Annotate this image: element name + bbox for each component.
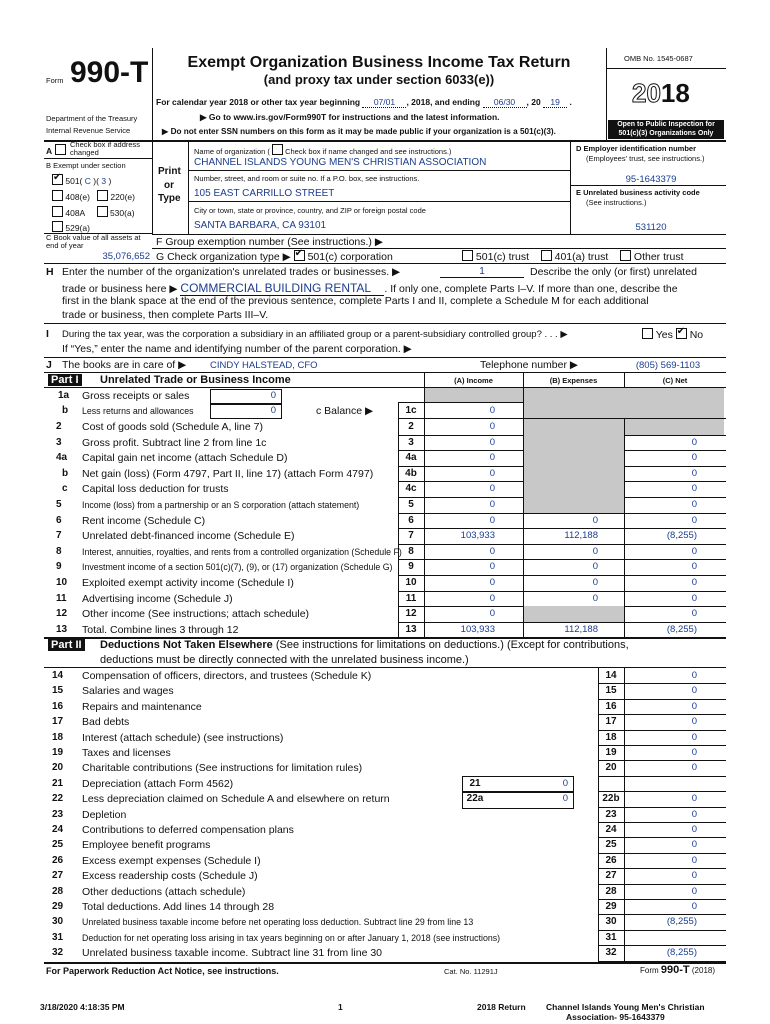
d-label: D Employer identification number bbox=[576, 144, 697, 153]
part1-row-rule bbox=[398, 622, 726, 623]
part1-line-text: Income (loss) from a partnership or an S corporation (attach statement) bbox=[82, 500, 360, 510]
part2-row-rule bbox=[598, 868, 726, 869]
part1-line-text: Rent income (Schedule C) bbox=[82, 514, 206, 527]
220e-checkbox[interactable] bbox=[97, 190, 108, 201]
part2-line-text: Other deductions (attach schedule) bbox=[82, 885, 246, 898]
part1-row-rule bbox=[398, 559, 726, 560]
part2-line-value[interactable]: 0 bbox=[691, 839, 697, 851]
part1-line-ref: 8 bbox=[408, 545, 414, 557]
part2-line-value[interactable]: 0 bbox=[691, 854, 697, 866]
part1-col-c-value[interactable]: (8,255) bbox=[666, 623, 697, 635]
city[interactable]: SANTA BARBARA, CA 93101 bbox=[194, 220, 327, 231]
g-trust-options: 501(c) trust 401(a) trust Other trust bbox=[462, 250, 684, 263]
print-timestamp: 3/18/2020 4:18:35 PM bbox=[40, 1002, 125, 1012]
b-529a-row: 529(a) bbox=[52, 221, 90, 233]
part1-line-num: 12 bbox=[56, 608, 68, 620]
part2-line-ref: 20 bbox=[605, 762, 617, 774]
part2-header: Part II bbox=[48, 639, 85, 651]
501c-checkbox[interactable] bbox=[52, 174, 63, 185]
form-number: 990-T bbox=[70, 56, 149, 89]
part1-line-ref: 13 bbox=[405, 623, 417, 635]
part2-title: Deductions Not Taken Elsewhere (See instructions for limitations on deductions.) (Except for contributions, bbox=[100, 639, 629, 651]
part2-row-rule bbox=[598, 899, 726, 900]
part1-col-a-value[interactable]: 0 bbox=[489, 436, 495, 448]
part2-line-text: Salaries and wages bbox=[82, 685, 174, 698]
part2-line-ref: 30 bbox=[605, 916, 617, 928]
part1-col-b-shade bbox=[524, 606, 624, 622]
part2-line-num: 18 bbox=[52, 731, 64, 743]
books-in-care-of[interactable]: CINDY HALSTEAD, CFO bbox=[210, 360, 318, 371]
part1-line-text: Capital loss deduction for trusts bbox=[82, 483, 229, 496]
part1-col-c-shade bbox=[625, 419, 724, 435]
part2-line-text: Unrelated business taxable income. Subtract line 31 from line 30 bbox=[82, 947, 382, 960]
part1-line-text: Unrelated debt-financed income (Schedule E) bbox=[82, 530, 295, 543]
goto-irs-line: ▶ Go to www.irs.gov/Form990T for instructions and the latest information. bbox=[200, 112, 500, 122]
b-label: B Exempt under section bbox=[46, 161, 126, 170]
ein[interactable]: 95-1643379 bbox=[625, 174, 677, 185]
dept-treasury: Department of the Treasury bbox=[46, 114, 138, 123]
e-sublabel: (See instructions.) bbox=[586, 198, 647, 207]
part2-line-num: 29 bbox=[52, 901, 64, 912]
line1a-text: Gross receipts or sales bbox=[82, 390, 190, 402]
part2-line-num: 25 bbox=[52, 839, 64, 851]
irs: Internal Revenue Service bbox=[46, 126, 131, 135]
part1-line-num: 10 bbox=[56, 577, 68, 588]
part2-line-ref: 29 bbox=[605, 901, 617, 912]
b-408e-row: 408(e) 220(e) bbox=[52, 190, 135, 202]
line1b-num: b bbox=[62, 405, 69, 416]
part1-line-num: c bbox=[62, 483, 68, 495]
part1-col-b-shade bbox=[524, 450, 624, 466]
part1-line-num: 4a bbox=[56, 452, 68, 464]
part1-col-a-value[interactable]: 0 bbox=[489, 499, 495, 510]
part1-line-ref: 12 bbox=[405, 608, 417, 620]
401a-trust-checkbox[interactable] bbox=[541, 250, 552, 261]
part1-row-rule bbox=[398, 575, 726, 576]
part1-line-text: Cost of goods sold (Schedule A, line 7) bbox=[82, 421, 263, 433]
name-label: Name of organization ( Check box if name changed and see instructions.) bbox=[194, 144, 451, 156]
530a-checkbox[interactable] bbox=[97, 206, 108, 217]
paperwork-notice: For Paperwork Reduction Act Notice, see instructions. bbox=[46, 966, 279, 976]
h-text-2: Describe the only (or first) unrelated bbox=[530, 266, 697, 278]
part2-line-text: Interest (attach schedule) (see instructions) bbox=[82, 731, 284, 744]
form-word: Form bbox=[46, 76, 64, 85]
part2-line-ref: 25 bbox=[605, 839, 617, 851]
part1-col-a-value[interactable]: 0 bbox=[489, 577, 495, 588]
g-row: G Check organization type ▶ ✔ 501(c) corporation bbox=[156, 250, 393, 263]
part1-col-b-value[interactable]: 112,188 bbox=[564, 623, 598, 635]
line1b-text: Less returns and allowances bbox=[82, 406, 194, 416]
part2-line-ref: 19 bbox=[605, 747, 617, 758]
a-row: A bbox=[46, 144, 66, 156]
omb-number: OMB No. 1545-0687 bbox=[624, 54, 693, 63]
part2-line-value[interactable]: 0 bbox=[691, 762, 697, 774]
part2-line-num: 32 bbox=[52, 947, 64, 959]
part2-line-value[interactable]: (8,255) bbox=[666, 916, 697, 928]
activity-code[interactable]: 531120 bbox=[635, 222, 667, 233]
part2-line-num: 16 bbox=[52, 700, 64, 712]
part1-header: Part I bbox=[48, 374, 82, 386]
page-number: 1 bbox=[338, 1002, 343, 1012]
part2-line-num: 22 bbox=[52, 793, 64, 805]
part2-line-text: Repairs and maintenance bbox=[82, 700, 202, 713]
part1-col-a-value[interactable]: 0 bbox=[489, 514, 495, 526]
line1a-num: 1a bbox=[58, 390, 70, 401]
part2-row-rule bbox=[598, 822, 726, 823]
part1-line-num: 3 bbox=[56, 436, 62, 448]
part1-col-b-value[interactable]: 0 bbox=[592, 577, 598, 588]
part1-row-rule bbox=[398, 513, 726, 514]
part2-line-value[interactable]: 0 bbox=[691, 747, 697, 758]
part1-line-ref: 10 bbox=[405, 577, 417, 588]
part2-line-ref: 24 bbox=[605, 824, 617, 835]
part2-line-text: Unrelated business taxable income before net operating loss deduction. Subtract line 29 from line 13 bbox=[82, 917, 474, 928]
part2-line-text: Compensation of officers, directors, and trustees (Schedule K) bbox=[82, 670, 372, 682]
part2-line-value[interactable]: 0 bbox=[691, 885, 697, 897]
part2-line-num: 19 bbox=[52, 747, 64, 758]
part2-line-value[interactable]: 0 bbox=[691, 870, 697, 882]
part1-col-b-shade bbox=[524, 497, 624, 513]
part2-line-ref: 15 bbox=[605, 685, 617, 697]
part2-line-text: Excess readership costs (Schedule J) bbox=[82, 870, 258, 883]
529a-checkbox[interactable] bbox=[52, 221, 63, 232]
part2-row-rule bbox=[598, 807, 726, 808]
part1-col-b-value[interactable]: 0 bbox=[592, 545, 598, 557]
line1c-text: c Balance ▶ bbox=[316, 405, 374, 417]
part1-line-ref: 2 bbox=[408, 421, 414, 432]
part2-line-ref: 28 bbox=[605, 885, 617, 897]
part1-line-num: 13 bbox=[56, 623, 68, 635]
part1-col-c-value[interactable]: (8,255) bbox=[666, 530, 697, 542]
i-yes-checkbox[interactable] bbox=[642, 328, 653, 339]
part2-line-text: Less depreciation claimed on Schedule A and elsewhere on return bbox=[82, 793, 390, 806]
part1-col-c-value[interactable]: 0 bbox=[691, 452, 697, 464]
part1-col-c-value[interactable]: 0 bbox=[691, 514, 697, 526]
part2-line-text: Bad debts bbox=[82, 716, 130, 729]
part1-col-c-value[interactable]: 0 bbox=[691, 436, 697, 448]
501c-trust-checkbox[interactable] bbox=[462, 250, 473, 261]
part1-col-c-value[interactable]: 0 bbox=[691, 467, 697, 479]
part2-line-ref: 31 bbox=[605, 931, 617, 943]
part2-line-ref: 23 bbox=[605, 808, 617, 820]
part2-line-ref: 26 bbox=[605, 854, 617, 866]
tax-year-end-yy[interactable]: 19 bbox=[543, 97, 567, 108]
part2-inner-value[interactable]: 0 bbox=[562, 777, 568, 789]
h-text-3: trade or business here ▶ COMMERCIAL BUILDING RENTAL . If only one, complete Parts I–V. If more than one, describe the bbox=[62, 281, 678, 295]
part2-line-text: Deduction for net operating loss arising in tax years beginning on or after January 1, 2018 (see instructions) bbox=[82, 932, 501, 943]
type-label: Type bbox=[158, 193, 181, 204]
name-changed-checkbox[interactable] bbox=[272, 144, 283, 155]
part1-line-ref: 4b bbox=[405, 467, 417, 479]
part1-col-a-value[interactable]: 0 bbox=[489, 483, 495, 495]
part2-line-num: 17 bbox=[52, 716, 64, 728]
b-501c3-row: ✔ 501( C )( 3 ) bbox=[52, 174, 111, 186]
part1-line-ref: 3 bbox=[408, 436, 414, 448]
part1-line-text: Capital gain net income (attach Schedule D) bbox=[82, 452, 288, 465]
part2-line-num: 27 bbox=[52, 870, 64, 882]
408e-checkbox[interactable] bbox=[52, 190, 63, 201]
part1-row-rule bbox=[398, 528, 726, 529]
h-text-5: first in the blank space at the end of the previous sentence, complete Parts I and II, complete a Schedule M for each additional bbox=[62, 295, 649, 307]
501c-corporation-checkbox[interactable] bbox=[294, 250, 305, 261]
h-text-6: trade or business, then complete Parts III–V. bbox=[62, 309, 269, 321]
i-no-checkbox[interactable] bbox=[676, 328, 687, 339]
part2-line-ref: 32 bbox=[605, 947, 617, 959]
i-text-2: If “Yes,” enter the name and identifying number of the parent corporation. ▶ bbox=[62, 343, 412, 355]
408a-checkbox[interactable] bbox=[52, 206, 63, 217]
a-label-text: Check box if address changed bbox=[70, 140, 141, 157]
part2-line-num: 21 bbox=[52, 777, 64, 789]
print-label: Print bbox=[158, 166, 181, 177]
h-business-description[interactable]: COMMERCIAL BUILDING RENTAL bbox=[180, 281, 384, 296]
c-label: C Book value of all assets at end of year bbox=[46, 233, 141, 250]
footer-form-id: Form 990-T (2018) bbox=[640, 964, 716, 976]
line1c-ref: 1c bbox=[405, 405, 417, 416]
street[interactable]: 105 EAST CARRILLO STREET bbox=[194, 188, 335, 199]
part1-col-a-value[interactable]: 0 bbox=[489, 467, 495, 479]
part2-row-rule bbox=[598, 730, 726, 731]
i-yes-no: Yes ✔ No bbox=[642, 328, 703, 341]
part1-col-a-value[interactable]: 103,933 bbox=[460, 623, 495, 635]
part1-line-num: 7 bbox=[56, 530, 62, 542]
return-label: 2018 Return bbox=[477, 1002, 526, 1012]
part2-line-ref: 18 bbox=[605, 731, 617, 743]
part1-col-a-value[interactable]: 0 bbox=[489, 452, 495, 464]
part2-line-num: 14 bbox=[52, 670, 64, 681]
form-subtitle: (and proxy tax under section 6033(e)) bbox=[263, 72, 495, 87]
part2-line-text: Taxes and licenses bbox=[82, 747, 171, 759]
part1-col-b-value[interactable]: 112,188 bbox=[564, 530, 598, 542]
part1-col-a-value[interactable]: 0 bbox=[489, 592, 495, 604]
part1-line-text: Advertising income (Schedule J) bbox=[82, 592, 233, 605]
part2-row-rule bbox=[598, 714, 726, 715]
h-business-count[interactable]: 1 bbox=[440, 266, 524, 278]
tax-year-end[interactable]: 06/30 bbox=[483, 97, 527, 108]
d-sublabel: (Employees' trust, see instructions.) bbox=[586, 154, 705, 163]
part2-row-rule bbox=[598, 945, 726, 946]
part1-line-text: Gross profit. Subtract line 2 from line 1c bbox=[82, 436, 267, 449]
part1-col-a-value[interactable]: 103,933 bbox=[460, 530, 495, 542]
part1-col-c-value[interactable]: 0 bbox=[691, 592, 697, 604]
part2-line-text: Total deductions. Add lines 14 through 28 bbox=[82, 901, 275, 913]
part1-line-text: Net gain (loss) (Form 4797, Part II, line 17) (attach Form 4797) bbox=[82, 467, 374, 480]
form-title: Exempt Organization Business Income Tax Return bbox=[187, 54, 571, 71]
book-value[interactable]: 35,076,652 bbox=[102, 251, 150, 262]
part2-line-text: Depreciation (attach Form 4562) bbox=[82, 777, 234, 790]
part2-inner-ref: 21 bbox=[469, 777, 481, 789]
part2-line-value[interactable]: 0 bbox=[691, 716, 697, 728]
part1-col-c-value[interactable]: 0 bbox=[691, 499, 697, 510]
line1b-value[interactable]: 0 bbox=[270, 405, 276, 416]
part1-col-b-value[interactable]: 0 bbox=[592, 561, 598, 573]
part2-line-value[interactable]: (8,255) bbox=[666, 947, 697, 959]
part1-line-text: Interest, annuities, royalties, and rents from a controlled organization (Schedule F) bbox=[82, 546, 402, 557]
tax-year-begin[interactable]: 07/01 bbox=[362, 97, 406, 108]
part1-line-ref: 6 bbox=[408, 514, 414, 526]
part2-inner-ref: 22a bbox=[466, 793, 484, 805]
part2-line-text: Employee benefit programs bbox=[82, 839, 211, 852]
other-trust-checkbox[interactable] bbox=[620, 250, 631, 261]
part1-line-num: 8 bbox=[56, 545, 62, 557]
part1-line-num: 11 bbox=[56, 592, 67, 604]
part2-title-line2: deductions must be directly connected with the unrelated business income.) bbox=[100, 654, 469, 666]
part1-col-a-value[interactable]: 0 bbox=[489, 545, 495, 557]
part1-line-text: Total. Combine lines 3 through 12 bbox=[82, 623, 239, 636]
part1-line-text: Exploited exempt activity income (Schedule I) bbox=[82, 577, 294, 589]
part2-line-value[interactable]: 0 bbox=[691, 808, 697, 820]
part1-col-c-value[interactable]: 0 bbox=[691, 608, 697, 620]
part2-row-rule bbox=[598, 884, 726, 885]
part2-line-value[interactable]: 0 bbox=[691, 901, 697, 912]
part1-col-b-value[interactable]: 0 bbox=[592, 592, 598, 604]
part1-line-num: b bbox=[62, 467, 69, 479]
part1-title: Unrelated Trade or Business Income bbox=[100, 374, 291, 386]
part2-line-value[interactable]: 0 bbox=[691, 793, 697, 805]
part1-col-c-value[interactable]: 0 bbox=[691, 545, 697, 557]
part1-line-num: 6 bbox=[56, 514, 62, 526]
h-text-1: Enter the number of the organization's unrelated trades or businesses. ▶ bbox=[62, 266, 401, 278]
part2-line-text: Charitable contributions (See instructions for limitation rules) bbox=[82, 762, 363, 775]
part1-col-c-value[interactable]: 0 bbox=[691, 483, 697, 495]
part2-row-rule bbox=[598, 853, 726, 854]
part2-row-rule bbox=[598, 699, 726, 700]
part1-line-text: Investment income of a section 501(c)(7), (9), or (17) organization (Schedule G) bbox=[82, 562, 393, 573]
part2-row-rule bbox=[598, 914, 726, 915]
or-label: or bbox=[164, 180, 174, 191]
footer-org-name: Channel Islands Young Men's Christian bbox=[546, 1002, 705, 1012]
open-public-badge: Open to Public Inspection for 501(c)(3) Organizations Only bbox=[608, 120, 724, 139]
part1-line-ref: 4c bbox=[405, 483, 417, 495]
part1-col-c-value[interactable]: 0 bbox=[691, 561, 697, 573]
part2-inner-value[interactable]: 0 bbox=[562, 793, 568, 805]
part2-line-value[interactable]: 0 bbox=[691, 700, 697, 712]
part1-line-num: 9 bbox=[56, 561, 62, 573]
part2-line-num: 26 bbox=[52, 854, 64, 866]
i-text: During the tax year, was the corporation a subsidiary in an affiliated group or a parent-subsidiary controlled group? . . . ▶ bbox=[62, 329, 568, 340]
part2-line-ref: 16 bbox=[605, 700, 617, 712]
part2-line-ref: 17 bbox=[605, 716, 617, 728]
part2-line-ref: 14 bbox=[605, 670, 617, 681]
j-phone-label: Telephone number ▶ bbox=[480, 359, 578, 371]
col-b-head: (B) Expenses bbox=[549, 376, 598, 385]
part2-row-rule bbox=[598, 745, 726, 746]
line1a-value[interactable]: 0 bbox=[270, 390, 276, 401]
part2-line-num: 28 bbox=[52, 885, 64, 897]
part2-row-rule bbox=[598, 791, 726, 792]
part2-line-text: Excess exempt expenses (Schedule I) bbox=[82, 854, 261, 867]
street-label: Number, street, and room or suite no. If a P.O. box, see instructions. bbox=[194, 174, 420, 183]
part1-col-a-value[interactable]: 0 bbox=[489, 421, 495, 432]
part1-row-rule bbox=[398, 544, 726, 545]
part1-line-ref: 11 bbox=[405, 592, 417, 604]
j-text: The books are in care of ▶ bbox=[62, 359, 187, 371]
part2-row-rule bbox=[598, 683, 726, 684]
org-name[interactable]: CHANNEL ISLANDS YOUNG MEN'S CHRISTIAN ASSOCIATION bbox=[194, 157, 487, 168]
part1-line-ref: 5 bbox=[408, 499, 414, 510]
footer-org-name-2: Association- 95-1643379 bbox=[566, 1012, 665, 1022]
part2-line-value[interactable]: 0 bbox=[691, 670, 697, 681]
col-a-head: (A) Income bbox=[454, 376, 493, 385]
part1-line-ref: 4a bbox=[405, 452, 417, 464]
telephone[interactable]: (805) 569-1103 bbox=[635, 360, 701, 371]
part2-line-value[interactable]: 0 bbox=[691, 731, 697, 743]
part2-line-num: 15 bbox=[52, 685, 64, 697]
b-408a-row: 408A 530(a) bbox=[52, 206, 135, 218]
part2-row-rule bbox=[598, 776, 726, 777]
part1-line-ref: 9 bbox=[408, 561, 414, 573]
part1-col-a-value[interactable]: 0 bbox=[489, 561, 495, 573]
part1-row-rule bbox=[398, 591, 726, 592]
i-label: I bbox=[46, 328, 49, 340]
part1-line-num: 2 bbox=[56, 421, 62, 432]
line1c-value[interactable]: 0 bbox=[489, 405, 495, 416]
part2-line-value[interactable]: 0 bbox=[691, 685, 697, 697]
part1-col-a-value[interactable]: 0 bbox=[489, 608, 495, 620]
part1-col-b-value[interactable]: 0 bbox=[592, 514, 598, 526]
f-row: F Group exemption number (See instructions.) ▶ bbox=[156, 236, 383, 248]
part1-line-num: 5 bbox=[56, 499, 62, 510]
city-label: City or town, state or province, country, and ZIP or foreign postal code bbox=[194, 206, 426, 215]
no-ssn-line: ▶ Do not enter SSN numbers on this form as it may be made public if your organization is a 501(c)(3). bbox=[162, 127, 556, 136]
part1-col-c-value[interactable]: 0 bbox=[691, 577, 697, 588]
e-label: E Unrelated business activity code bbox=[576, 188, 700, 197]
part2-line-ref: 22b bbox=[602, 793, 620, 805]
address-changed-checkbox[interactable] bbox=[55, 144, 66, 155]
part2-row-rule bbox=[598, 837, 726, 838]
part2-row-rule bbox=[598, 760, 726, 761]
part2-line-text: Contributions to deferred compensation plans bbox=[82, 824, 294, 836]
j-label: J bbox=[46, 359, 52, 371]
part2-row-rule bbox=[598, 930, 726, 931]
part2-line-num: 23 bbox=[52, 808, 64, 820]
part1-col-b-shade bbox=[524, 419, 624, 435]
tax-year-badge: 2018 bbox=[632, 78, 690, 108]
part2-line-text: Depletion bbox=[82, 808, 127, 821]
part2-line-ref: 27 bbox=[605, 870, 617, 882]
part2-line-num: 20 bbox=[52, 762, 64, 774]
tax-year-line: For calendar year 2018 or other tax year beginning 07/01 , 2018, and ending 06/30 , 20 19 . bbox=[156, 97, 572, 107]
part1-col-b-shade bbox=[524, 435, 624, 451]
part1-line-text: Other income (See instructions; attach schedule) bbox=[82, 608, 310, 621]
cat-number: Cat. No. 11291J bbox=[444, 967, 498, 976]
part1-line-ref: 7 bbox=[408, 530, 414, 542]
part1-col-b-shade bbox=[524, 481, 624, 497]
part2-line-value[interactable]: 0 bbox=[691, 824, 697, 835]
h-label: H bbox=[46, 266, 54, 278]
part2-line-num: 31 bbox=[52, 931, 64, 943]
part2-line-num: 30 bbox=[52, 916, 64, 928]
part1-col-b-shade bbox=[524, 466, 624, 482]
part2-line-num: 24 bbox=[52, 824, 64, 835]
col-c-head: (C) Net bbox=[662, 376, 688, 385]
